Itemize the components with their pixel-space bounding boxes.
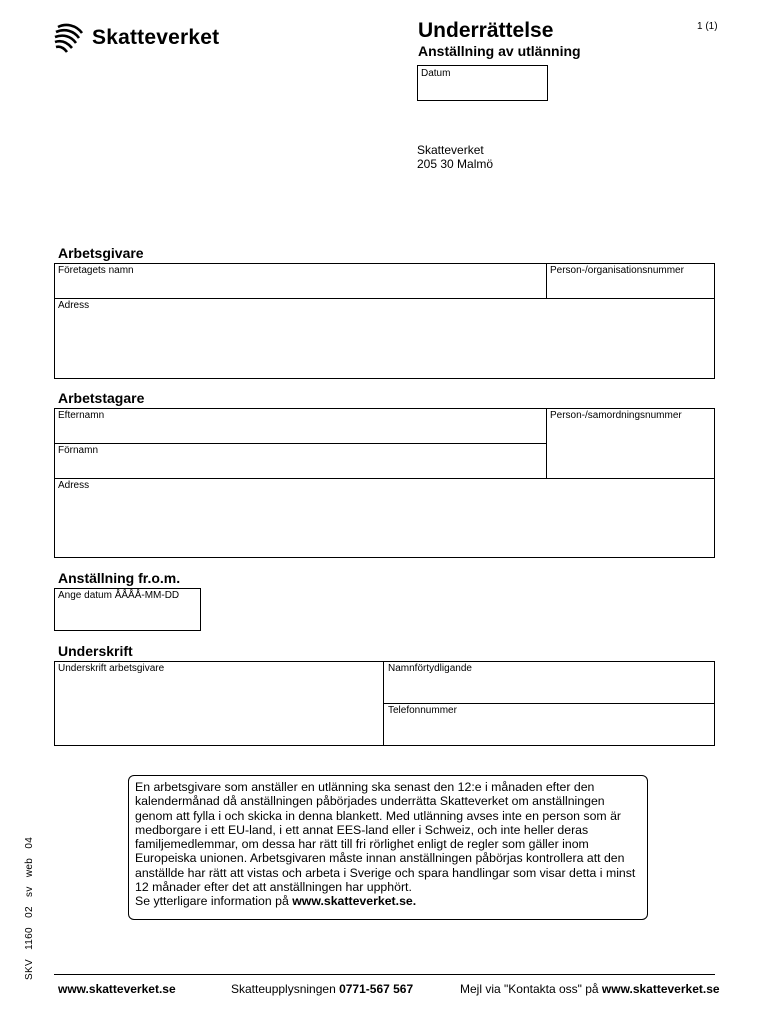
page-number: 1 (1)	[697, 21, 718, 32]
recipient-line-1: Skatteverket	[417, 143, 484, 157]
info-more-prefix: Se ytterligare information på	[135, 894, 293, 909]
employment-date-label: Ange datum ÅÅÅÅ-MM-DD	[58, 590, 180, 601]
footer-phone-number: 0771-567 567	[339, 982, 414, 996]
personal-number-field[interactable]: Person-/samordningsnummer	[550, 410, 682, 421]
skatteverket-emblem-icon	[52, 21, 86, 55]
info-text: En arbetsgivare som anställer en utlänning ska senast den 12:e i månaden efter den kalendermånad då anställningen påbörjades underrätta Skatteverket om anställningen genom att fylla i och skicka in denna blankett. Med utlänning avses inte en person som är medborgare i ett EU-land, i ett annat EES-land eller i Schweiz, och inte heller deras familjemedlemmar, om dessa har rätt till fri rörlighet enligt de regler som gäller inom Europeiska unionen. Arbetsgivaren måste innan anställningen påbörjas kontrollera att den anställde har rätt att vistas och arbeta i Sverige och spara handlingar som visar detta i minst 12 månader efter det att anställningen har upphört.	[135, 780, 636, 895]
employer-heading: Arbetsgivare	[58, 245, 144, 261]
recipient-address	[417, 143, 493, 171]
employee-section	[54, 408, 715, 558]
employer-section	[54, 263, 715, 379]
date-field[interactable]	[417, 65, 548, 101]
form-code: SKV 1160 02 sv web 04	[24, 836, 35, 980]
footer-phone: Skatteupplysningen 0771-567 567	[231, 982, 414, 996]
company-name-field[interactable]: Företagets namn	[58, 265, 134, 276]
org-number-field[interactable]: Person-/organisationsnummer	[550, 265, 684, 276]
employee-heading: Arbetstagare	[58, 390, 145, 406]
date-label: Datum	[421, 68, 451, 79]
form-subtitle: Anställning av utlänning	[418, 43, 581, 59]
phone-field[interactable]: Telefonnummer	[388, 705, 457, 716]
name-clarification-field[interactable]: Namnförtydligande	[388, 663, 472, 674]
footer-website[interactable]: www.skatteverket.se	[58, 982, 176, 996]
employer-signature-field[interactable]: Underskrift arbetsgivare	[58, 663, 165, 674]
form-title: Underrättelse	[418, 19, 554, 42]
surname-field[interactable]: Efternamn	[58, 410, 105, 421]
footer-mail: Mejl via "Kontakta oss" på www.skatteverket.se	[460, 982, 720, 996]
logo-text: Skatteverket	[92, 26, 220, 49]
info-box	[128, 775, 648, 920]
info-more-link[interactable]: www.skatteverket.se.	[292, 894, 417, 909]
signature-heading: Underskrift	[58, 643, 133, 659]
employer-address-field[interactable]: Adress	[58, 300, 90, 311]
recipient-line-2: 205 30 Malmö	[417, 157, 494, 171]
footer-divider	[54, 974, 715, 975]
employment-heading: Anställning fr.o.m.	[58, 570, 181, 586]
footer-mail-link[interactable]: www.skatteverket.se	[601, 982, 720, 996]
employee-address-field[interactable]: Adress	[58, 480, 90, 491]
first-name-field[interactable]: Förnamn	[58, 445, 99, 456]
skatteverket-logo	[52, 20, 219, 56]
